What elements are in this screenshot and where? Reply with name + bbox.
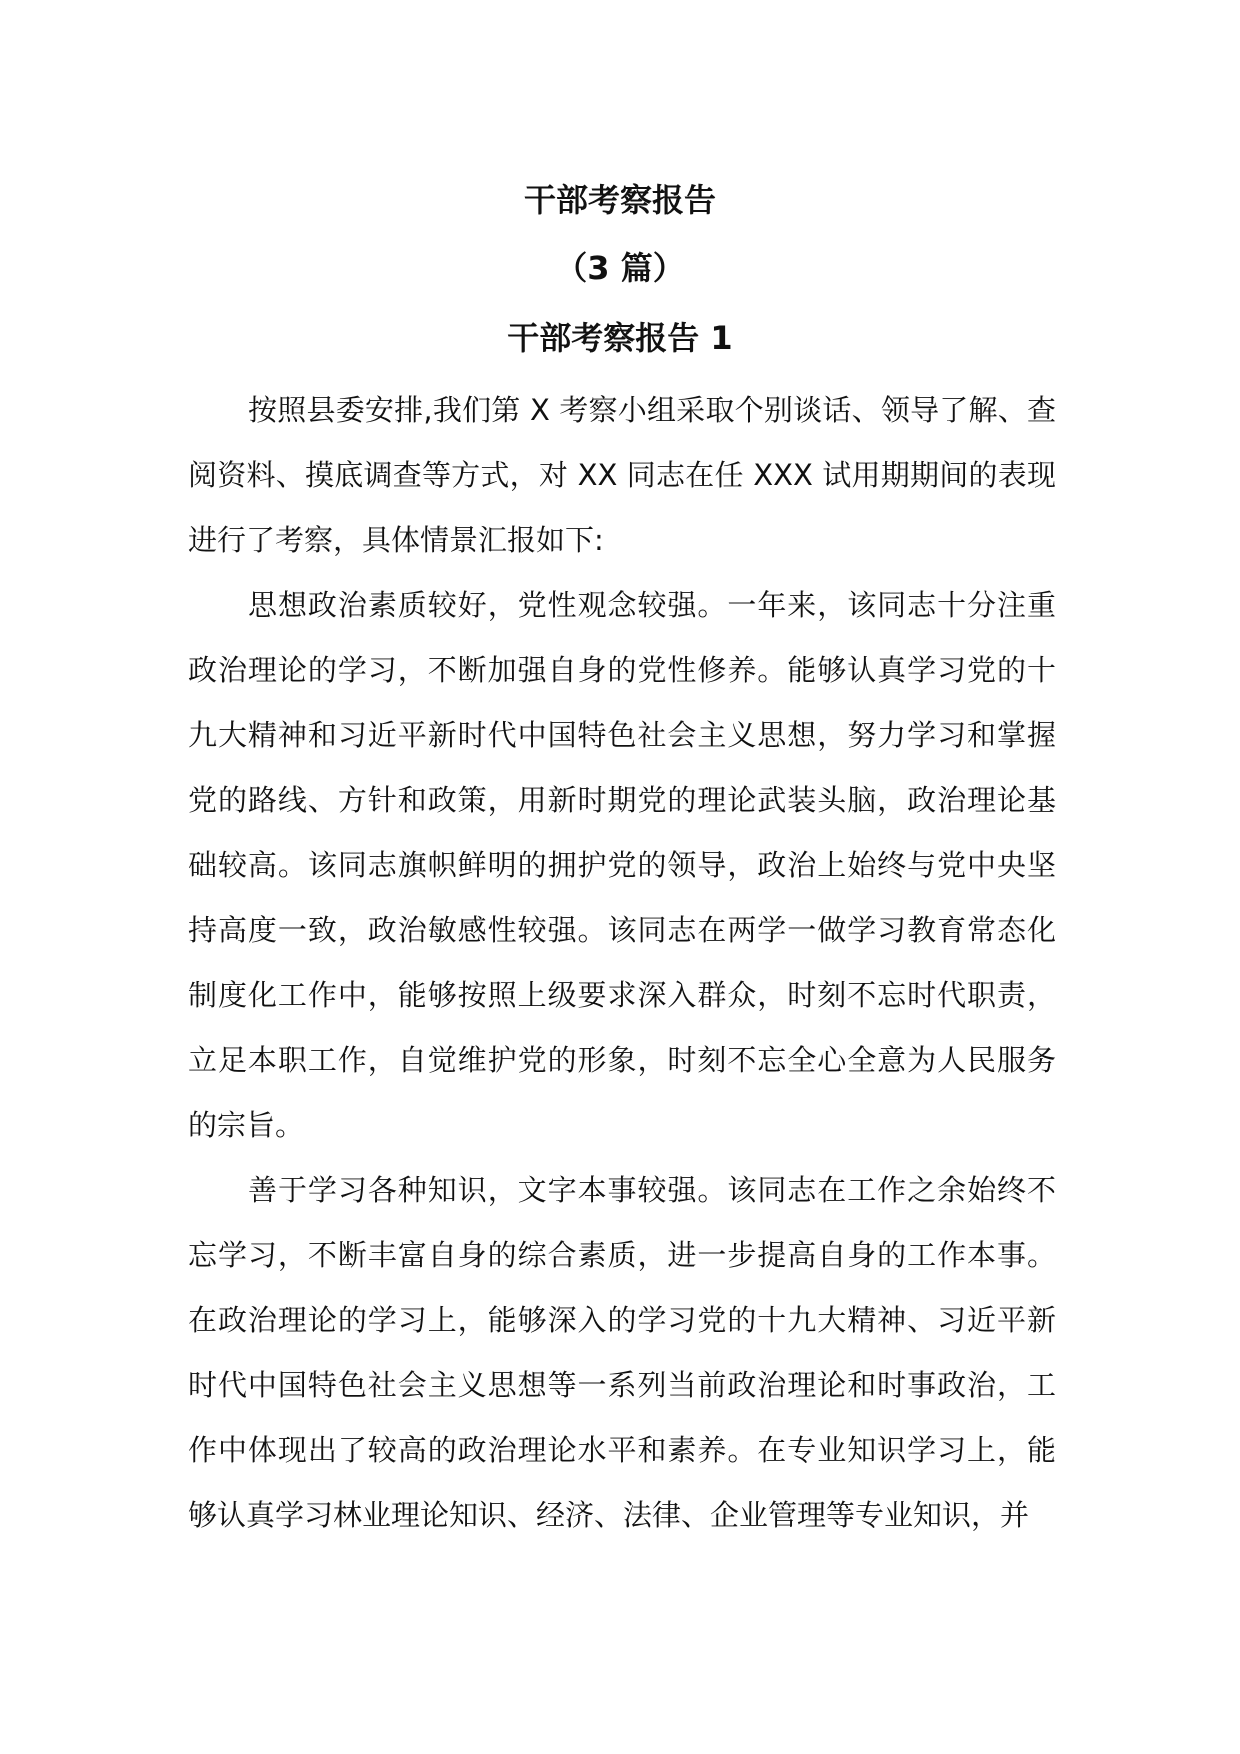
document-title: 干部考察报告 (523, 181, 716, 219)
paragraph-1: 按照县委安排,我们第 X 考察小组采取个别谈话、领导了解、查阅资料、摸底调查等方式，对 XX 同志在任 XXX 试用期期间的表现进行了考察，具体情景汇报如下: (188, 393, 1056, 557)
paragraph-2: 思想政治素质较好，党性观念较强。一年来，该同志十分注重政治理论的学习，不断加强自身的党性修养。能够认真学习党的十九大精神和习近平新时代中国特色社会主义思想，努力学习和掌握党的路线、方针和政策，用新时期党的理论武装头脑，政治理论基础较高。该同志旗帜鲜明的拥护党的领导，政治上始终与党中央坚持高度一致，政治敏感性较强。该同志在两学一做学习教育常态化制度化工作中，能够按照上级要求深入群众，时刻不忘时代职责，立足本职工作，自觉维护党的形象，时刻不忘全心全意为人民服务的宗旨。 (188, 588, 1056, 1142)
paragraph-3: 善于学习各种知识，文字本事较强。该同志在工作之余始终不忘学习，不断丰富自身的综合素质，进一步提高自身的工作本事。在政治理论的学习上，能够深入的学习党的十九大精神、习近平新时代中国特色社会主义思想等一系列当前政治理论和时事政治，工作中体现出了较高的政治理论水平和素养。在专业知识学习上，能够认真学习林业理论知识、经济、法律、企业管理等专业知识，并 (188, 1173, 1056, 1532)
section-title: 干部考察报告 1 (507, 319, 733, 357)
document-subtitle: （3 篇） (555, 249, 685, 287)
